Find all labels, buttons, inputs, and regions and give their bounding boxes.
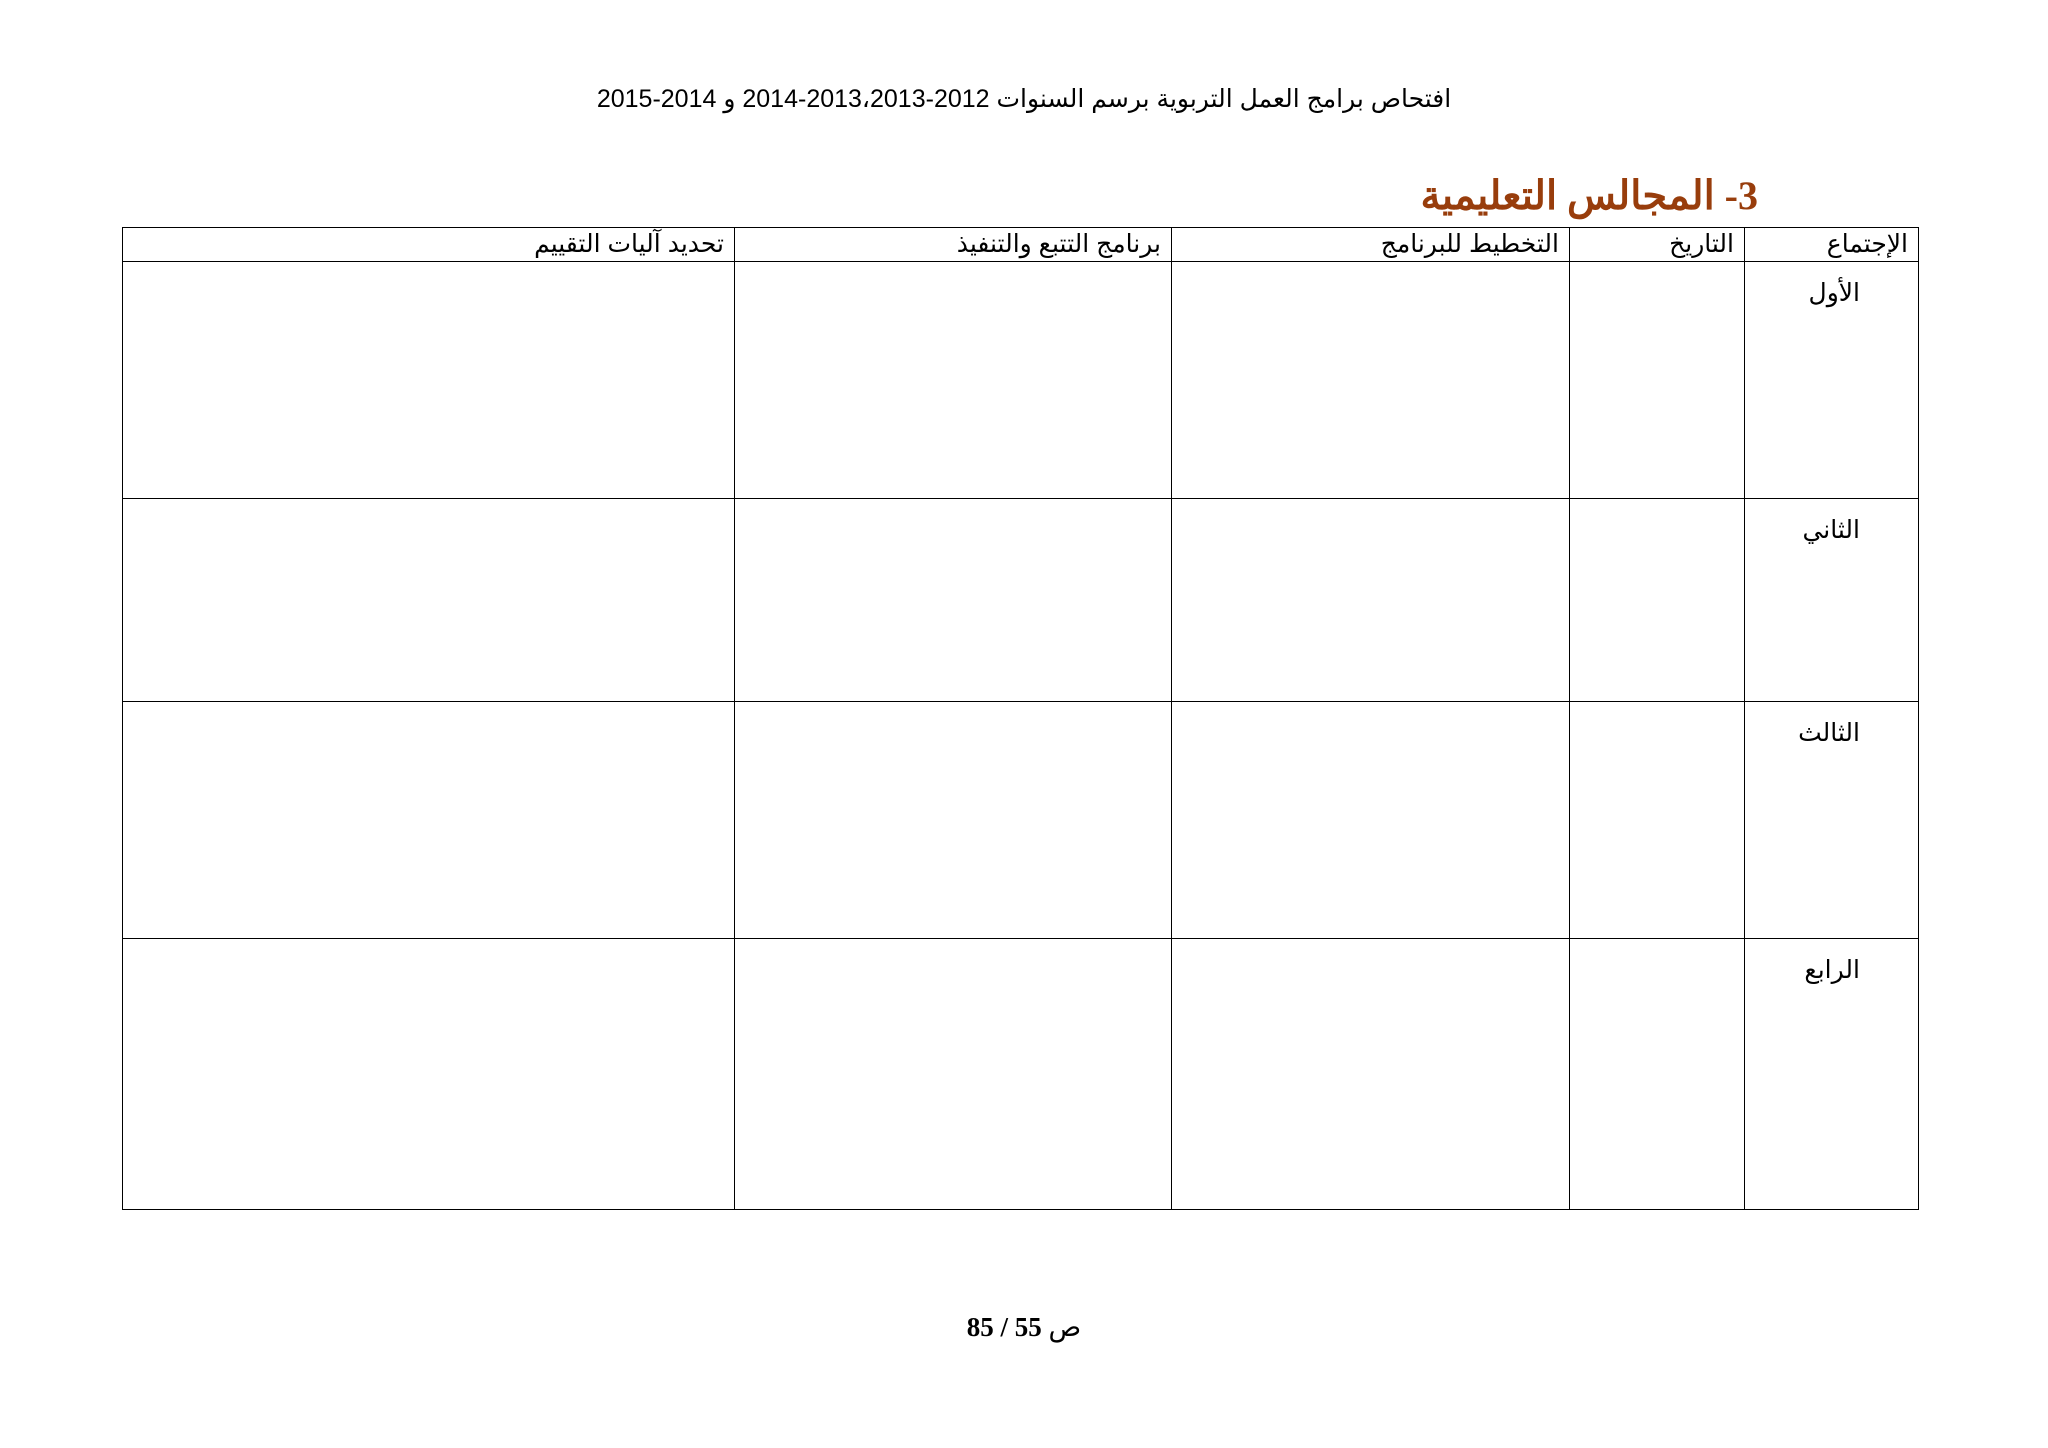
- meeting-cell: الأول: [1745, 262, 1919, 499]
- councils-table: [122, 227, 1919, 1210]
- followup-cell[interactable]: [735, 262, 1172, 499]
- planning-cell[interactable]: [1172, 939, 1570, 1210]
- table-header-row: [123, 228, 1919, 262]
- evaluation-cell[interactable]: [123, 702, 735, 939]
- section-title: 3- المجالس التعليمية: [1420, 173, 1758, 218]
- date-cell[interactable]: [1570, 499, 1745, 702]
- column-header-date: التاريخ: [1570, 228, 1745, 262]
- evaluation-cell[interactable]: [123, 262, 735, 499]
- page-header: افتحاص برامج العمل التربوية برسم السنوات 2012-2013،2013-2014 و 2014-2015: [596, 85, 1452, 113]
- column-header-planning: التخطيط للبرنامج: [1172, 228, 1570, 262]
- date-cell[interactable]: [1570, 702, 1745, 939]
- page-separator: /: [1000, 1312, 1009, 1342]
- table-row: [123, 939, 1919, 1210]
- evaluation-cell[interactable]: [123, 939, 735, 1210]
- column-header-meeting: الإجتماع: [1745, 228, 1919, 262]
- column-header-evaluation: تحديد آليات التقييم: [123, 228, 735, 262]
- page-current: 55: [1014, 1312, 1042, 1342]
- table-row: [123, 702, 1919, 939]
- meeting-cell: الثاني: [1745, 499, 1919, 702]
- table-row: [123, 262, 1919, 499]
- followup-cell[interactable]: [735, 939, 1172, 1210]
- page-prefix: ص: [1048, 1312, 1082, 1342]
- table-row: [123, 499, 1919, 702]
- followup-cell[interactable]: [735, 499, 1172, 702]
- page-total: 85: [966, 1312, 994, 1342]
- date-cell[interactable]: [1570, 262, 1745, 499]
- date-cell[interactable]: [1570, 939, 1745, 1210]
- column-header-followup: برنامج التتبع والتنفيذ: [735, 228, 1172, 262]
- followup-cell[interactable]: [735, 702, 1172, 939]
- page-number: [0, 1312, 2048, 1343]
- planning-cell[interactable]: [1172, 702, 1570, 939]
- meeting-cell: الرابع: [1745, 939, 1919, 1210]
- evaluation-cell[interactable]: [123, 499, 735, 702]
- planning-cell[interactable]: [1172, 262, 1570, 499]
- meeting-cell: الثالث: [1745, 702, 1919, 939]
- planning-cell[interactable]: [1172, 499, 1570, 702]
